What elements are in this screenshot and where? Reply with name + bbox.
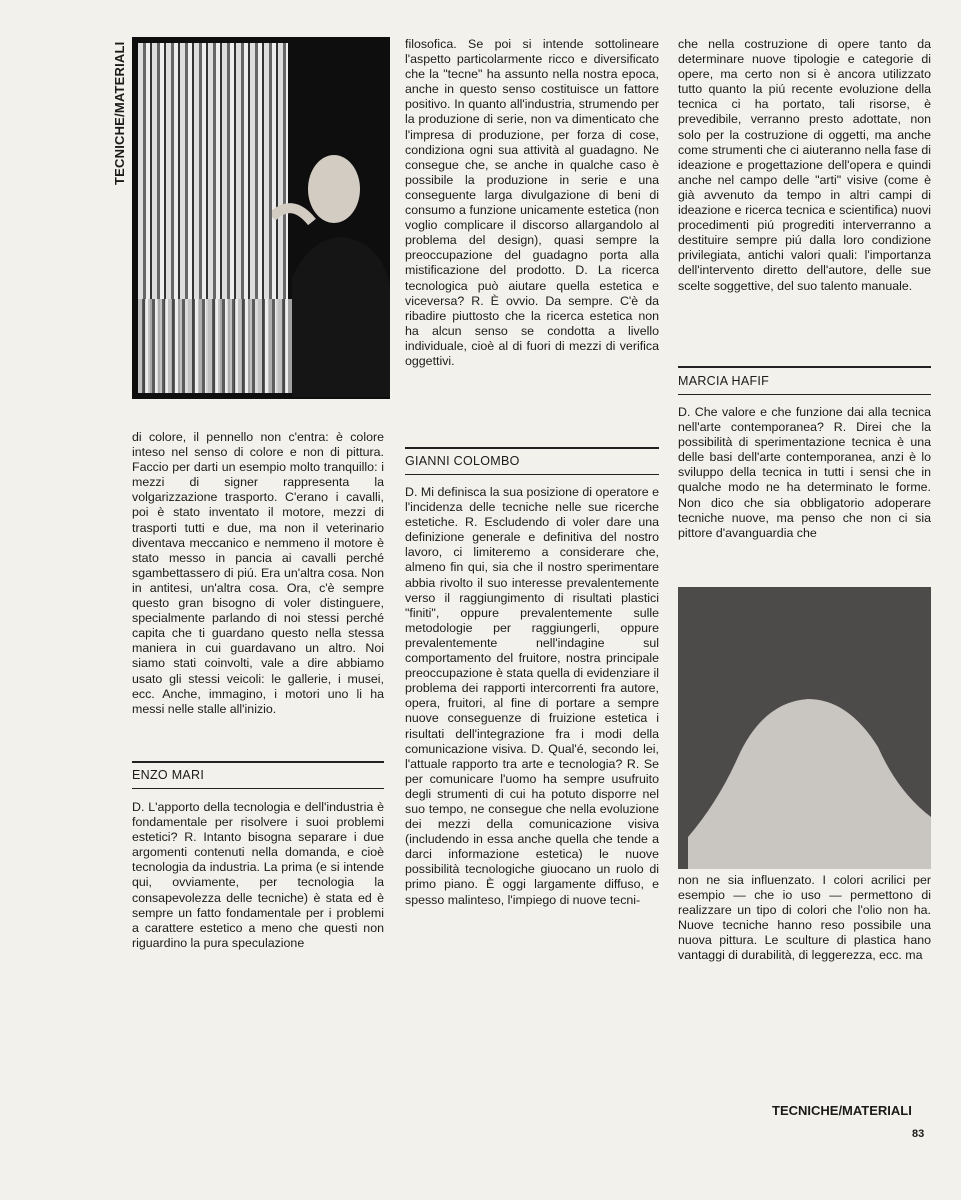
section-label: TECNICHE/MATERIALI: [112, 41, 127, 185]
gianni-colombo-heading: GIANNI COLOMBO: [405, 454, 520, 468]
marcia-hafif-rule-top: [678, 366, 931, 368]
enzo-mari-rule-bottom: [132, 788, 384, 789]
marcia-hafif-text: D. Che valore e che funzione dai alla tecnica nell'arte contemporanea? R. Direi che la possibilità di sperimentazione tecnica è una delle basi dell'arte contemporanea, anzi è lo sviluppo della tecnica in tutti i sensi che in qualche modo ne ha determinato le forme. Non dico che sia obbligatorio adoperare tecniche nuove, ma penso che non ci sia pittore d'avanguardia che: [678, 405, 931, 540]
column-2-top-text: filosofica. Se poi si intende sottolineare l'aspetto particolarmente ricco e diversificato che la "tecne" ha assunto nella nostra epoca, anche in questo senso costituisce un fattore positivo. In quanto all'industria, strumendo per la produzione di serie, non va dimenticato che l'impresa di produzione, per forza di cose, condiziona ogni sua attività al guadagno. Ne consegue che, se anche in qualche caso è possibile la produzione in serie e una conseguente larga divulgazione di beni di consumo a funzione unicamente estetica (non voglio complicare il discorso allargandolo al problema del design), quasi sempre la preoccupazione del guadagno porta alla mistificazione del prodotto. D. La ricerca tecnologica può aiutare quella estetica e viceversa? R. È ovvio. Da sempre. C'è da ribadire piuttosto che la ricerca estetica non ha alcun senso se condotta a livello individuale, cioè al di fuori di mezzi di verifica oggettivi.: [405, 37, 659, 368]
gianni-colombo-rule-bottom: [405, 474, 659, 475]
artist-photo: [132, 37, 390, 399]
column-3-bottom-text: non ne sia influenzato. I colori acrilici per esempio — che io uso — permettono di realizzare un tipo di colori che l'olio non ha. Nuove tecniche hanno reso possibile una nuova pittura. Le sculture di plastica hano vantaggi di durabilità, di leggerezza, ecc. ma: [678, 873, 931, 963]
marcia-hafif-rule-bottom: [678, 394, 931, 395]
marcia-hafif-heading: MARCIA HAFIF: [678, 374, 770, 388]
enzo-mari-rule-top: [132, 761, 384, 763]
enzo-mari-heading: ENZO MARI: [132, 768, 205, 782]
gianni-colombo-rule-top: [405, 447, 659, 449]
footer-section-label: TECNICHE/MATERIALI: [772, 1103, 912, 1118]
gianni-colombo-text: D. Mi definisca la sua posizione di operatore e l'incidenza delle tecniche nelle sue ricerche estetiche. R. Escludendo di voler dare una definizione generale e definitiva del nostro lavoro, ci limiteremo a considerare che, almeno fin qui, sia che il nostro sperimentare abbia rivolto il suo interesse prevalentemente verso il raggiungimento di risultati plastici "finiti", oppure prevalentemente sulle metodologie per raggiungerli, oppure prevalentemente nell'indagine sul comportamento del fruitore, nostra principale preoccupazione è stata quella di evidenziare il problema dei rapporti intercorrenti fra autore, opera, fruitori, al fine di portare a sempre nuove conseguenze di fruizione estetica i risultati dell'integrazione fra i modi della comunicazione visiva. D. Qual'é, secondo lei, l'attuale rapporto tra arte e tecnologia? R. Se per comunicare l'uomo ha sempre usufruito degli strumenti di cui ha potuto disporre nel suo tempo, ne consegue che nella evoluzione dei mezzi della comunicazione visiva (includendo in essa anche quella che tende a darci informazione estetica) le nuove possibilità tecnologiche giuocano un ruolo di primo piano. È oggi largamente diffuso, e spesso malinteso, l'impiego di nuove tecni-: [405, 485, 659, 907]
artwork-image: [678, 587, 931, 869]
column-3-top-text: che nella costruzione di opere tanto da determinare nuove tipologie e categorie di opere, ma certo non si è ancora utilizzato tutto quanto la piú recente evoluzione della tecnica ci ha portato, tali risorse, è prevedibile, verranno presto adottate, non solo per la costruzione di oggetti, ma anche come strumenti che ci aiuteranno nella fase di ideazione e progettazione dell'opera e quindi anche nel campo delle "arti" visive (come è già avvenuto da tempo in altri campi di ideazione e ricerca tecnica e scientifica) nuovi procedimenti piú progrediti interverranno a destituire sempre piú dalla loro condizione privilegiata, antichi valori quali: l'importanza dell'intervento diretto dell'autore, delle sue scelte soggettive, del suo talento manuale.: [678, 37, 931, 293]
enzo-mari-text: D. L'apporto della tecnologia e dell'industria è fondamentale per risolvere i suoi problemi estetici? R. Intanto bisogna separare i due argomenti contenuti nella domanda, e cioè tecnologia da industria. La prima (e si intende qui, ovviamente, per tecnologia la consapevolezza delle tecniche) è stata ed è sempre un fatto fondamentale per i problemi a carattere estetico a meno che questi non riguardino la pura speculazione: [132, 800, 384, 950]
artist-figure: [272, 127, 390, 397]
column-1-text: di colore, il pennello non c'entra: è colore inteso nel senso di colore e non di pittura. Faccio per darti un esempio molto tranquillo: i mezzi di signer rappresenta la volgarizzazione trasporto. C'erano i cavalli, poi è stato inventato il motore, mezzi di trasporti tutti e due, ma non il veterinario diventava meccanico e nemmeno il motore è stato messo in pancia ai cavalli perché sgambettassero di piú. Era un'altra cosa. Non in antitesi, un'altra cosa. Ora, c'è sempre questo gran bisogno di voler distinguere, specialmente parlando di noi stessi perché capita che ti guardano questo nella stessa maniera in cui guardavano un altro. Noi siamo stati coinvolti, vale a dire abbiamo usato gli stessi veicoli: le gallerie, i musei, ecc. Anche, immagino, i motori uno li ha messi nelle stalle all'inizio.: [132, 430, 384, 716]
page-number: 83: [912, 1128, 925, 1140]
